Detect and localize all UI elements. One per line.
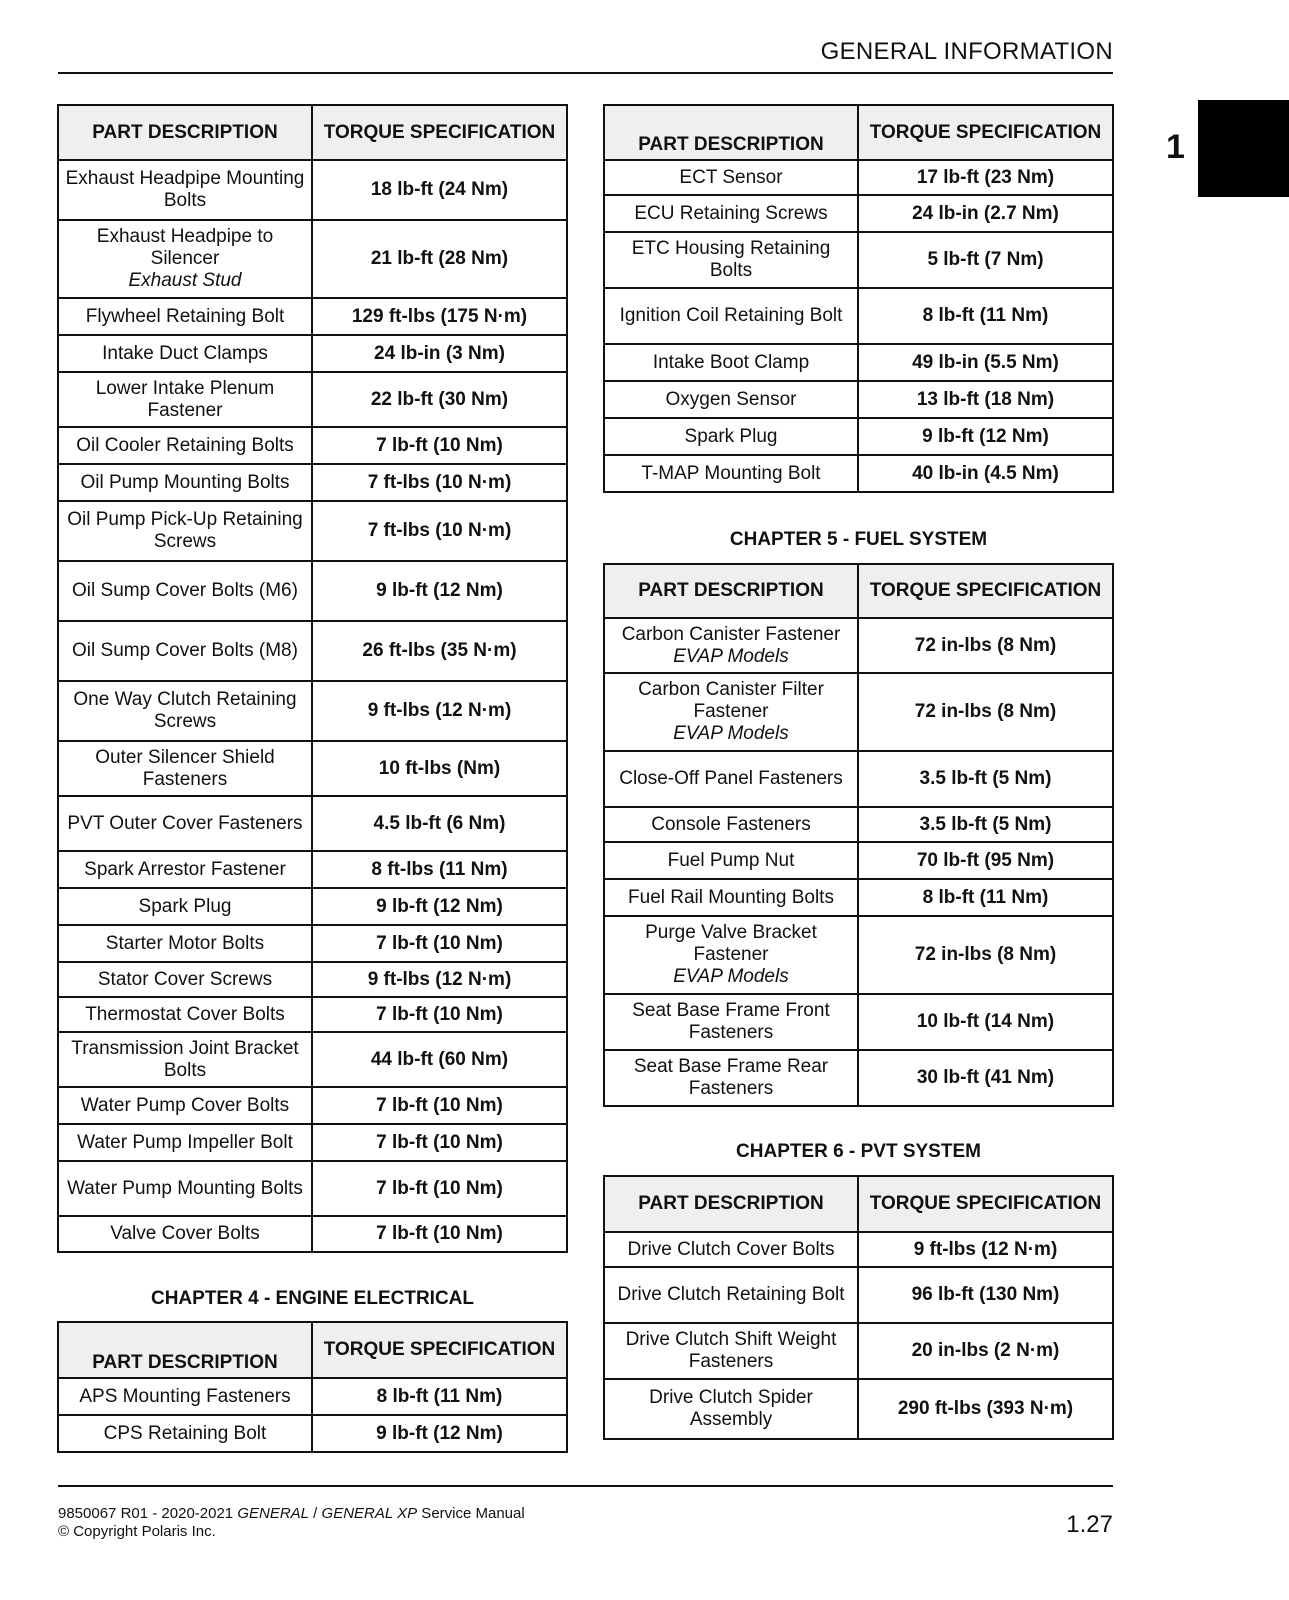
footer-model-general-xp: GENERAL XP [321, 1505, 418, 1522]
electrical-cont-torque-table [603, 104, 1114, 493]
torque-specification-cell: 7 lb-ft (10 Nm) [312, 427, 567, 464]
table-row [58, 1032, 567, 1087]
table-row [604, 344, 1113, 381]
part-description-cell [604, 1232, 858, 1267]
torque-specification-cell: 9 lb-ft (12 Nm) [312, 561, 567, 621]
header-divider [58, 72, 1113, 74]
torque-specification-cell: 7 lb-ft (10 Nm) [312, 1087, 567, 1124]
torque-specification-cell: 7 lb-ft (10 Nm) [312, 1124, 567, 1161]
part-description-cell [58, 681, 312, 741]
part-description-cell [58, 1087, 312, 1124]
part-description: Starter Motor Bolts [105, 932, 265, 954]
part-description: Oil Pump Mounting Bolts [80, 471, 290, 493]
torque-specification-cell: 290 ft-lbs (393 N·m) [858, 1379, 1113, 1439]
part-description: Thermostat Cover Bolts [85, 1003, 285, 1025]
part-description-cell [58, 335, 312, 372]
part-description-cell [604, 1050, 858, 1106]
torque-specification-cell: 18 lb-ft (24 Nm) [312, 160, 567, 220]
part-description-cell [604, 455, 858, 492]
torque-specification-cell: 21 lb-ft (28 Nm) [312, 220, 567, 298]
part-description-cell [604, 1267, 858, 1323]
chapter4-heading: CHAPTER 4 - ENGINE ELECTRICAL [150, 1288, 475, 1309]
part-description-cell [604, 916, 858, 994]
part-description: Water Pump Mounting Bolts [67, 1177, 303, 1199]
part-description: Drive Clutch Retaining Bolt [617, 1284, 845, 1305]
part-description: Exhaust Headpipe to Silencer [96, 226, 274, 269]
part-description-note: EVAP Models [673, 645, 789, 667]
part-description: Flywheel Retaining Bolt [85, 305, 285, 327]
part-description-cell [604, 344, 858, 381]
part-description-note: Exhaust Stud [128, 270, 242, 291]
torque-specification-cell: 129 ft-lbs (175 N·m) [312, 298, 567, 335]
part-description: ETC Housing Retaining Bolts [631, 238, 831, 281]
torque-specification-cell: 96 lb-ft (130 Nm) [858, 1267, 1113, 1323]
chapter4-torque-table [57, 1321, 568, 1453]
part-description: Carbon Canister Filter Fastener [638, 679, 824, 722]
part-description-cell [58, 851, 312, 888]
torque-specification-cell: 20 in-lbs (2 N·m) [858, 1323, 1113, 1379]
part-description-cell [58, 1161, 312, 1216]
part-description: Drive Clutch Spider Assembly [649, 1387, 813, 1430]
table-row [58, 997, 567, 1032]
part-description-cell [58, 501, 312, 561]
part-description-cell [58, 796, 312, 851]
part-description: Seat Base Frame Rear Fasteners [633, 1056, 829, 1099]
torque-specification-cell: 8 ft-lbs (11 Nm) [312, 851, 567, 888]
part-description-cell [604, 807, 858, 842]
part-description-cell [604, 1379, 858, 1439]
torque-specification-cell: 70 lb-ft (95 Nm) [858, 842, 1113, 879]
page-header-title: GENERAL INFORMATION [820, 38, 1113, 65]
table-row [58, 1087, 567, 1124]
table-row [58, 160, 567, 220]
part-description-cell [604, 751, 858, 807]
footer-doc-suffix: Service Manual [417, 1505, 525, 1522]
part-description-cell [604, 618, 858, 673]
part-description: CPS Retaining Bolt [103, 1422, 267, 1444]
page-number: 1.27 [1066, 1511, 1113, 1538]
part-description: Outer Silencer Shield Fasteners [95, 746, 275, 790]
part-description-cell [604, 994, 858, 1050]
table-row [604, 418, 1113, 455]
part-description-cell [604, 879, 858, 916]
part-description: Oil Pump Pick-Up Retaining Screws [67, 509, 303, 552]
torque-specification-cell: 24 lb-in (3 Nm) [312, 335, 567, 372]
torque-specification-cell: 7 ft-lbs (10 N·m) [312, 501, 567, 561]
table-row [58, 1124, 567, 1161]
part-description: Stator Cover Screws [97, 968, 273, 990]
part-description-cell [58, 741, 312, 796]
torque-specification-cell: 5 lb-ft (7 Nm) [858, 232, 1113, 288]
torque-specification-cell: 40 lb-in (4.5 Nm) [858, 455, 1113, 492]
footer-divider [58, 1485, 1113, 1487]
torque-specification-cell: 9 lb-ft (12 Nm) [312, 888, 567, 925]
table-row [604, 1323, 1113, 1379]
table-row [58, 1415, 567, 1452]
torque-specification-cell: 44 lb-ft (60 Nm) [312, 1032, 567, 1087]
part-description: Lower Intake Plenum Fastener [95, 377, 275, 421]
chapter-tab [1198, 100, 1289, 197]
part-description: Drive Clutch Cover Bolts [627, 1238, 835, 1260]
part-description-cell [58, 621, 312, 681]
table-row [604, 916, 1113, 994]
part-description: Drive Clutch Shift Weight Fasteners [625, 1329, 837, 1372]
part-description-cell [604, 160, 858, 195]
table-row [58, 220, 567, 298]
part-description-cell [58, 372, 312, 427]
part-description: Oil Cooler Retaining Bolts [76, 434, 294, 456]
footer-separator: / [309, 1505, 322, 1522]
part-description-cell [58, 962, 312, 997]
part-description-cell [58, 427, 312, 464]
column-header-torque: TORQUE SPECIFICATION [312, 1322, 567, 1378]
part-description-cell [604, 1323, 858, 1379]
torque-specification-cell: 7 lb-ft (10 Nm) [312, 925, 567, 962]
part-description: Transmission Joint Bracket Bolts [71, 1037, 299, 1081]
footer-document-info [58, 1505, 525, 1541]
column-header-part: PART DESCRIPTION [604, 564, 858, 618]
table-row [58, 796, 567, 851]
table-row [604, 1232, 1113, 1267]
part-description: T-MAP Mounting Bolt [641, 462, 821, 484]
torque-specification-cell: 9 lb-ft (12 Nm) [858, 418, 1113, 455]
part-description-cell [58, 997, 312, 1032]
torque-specification-cell: 9 lb-ft (12 Nm) [312, 1415, 567, 1452]
table-row [604, 673, 1113, 751]
footer-copyright: © Copyright Polaris Inc. [58, 1523, 216, 1540]
part-description-cell [604, 195, 858, 232]
torque-specification-cell: 72 in-lbs (8 Nm) [858, 673, 1113, 751]
part-description: Water Pump Impeller Bolt [77, 1131, 293, 1153]
part-description: Console Fasteners [651, 813, 811, 835]
table-row [604, 160, 1113, 195]
part-description-cell [58, 464, 312, 501]
part-description-cell [58, 1124, 312, 1161]
torque-specification-cell: 4.5 lb-ft (6 Nm) [312, 796, 567, 851]
part-description: Fuel Pump Nut [667, 849, 795, 871]
footer-doc-number: 9850067 R01 - 2020-2021 [58, 1505, 238, 1522]
part-description-cell [604, 418, 858, 455]
part-description: Seat Base Frame Front Fasteners [632, 1000, 830, 1043]
table-row [604, 618, 1113, 673]
torque-specification-cell: 49 lb-in (5.5 Nm) [858, 344, 1113, 381]
torque-specification-cell: 8 lb-ft (11 Nm) [312, 1378, 567, 1415]
table-row [604, 807, 1113, 842]
part-description: Oil Sump Cover Bolts (M8) [72, 640, 298, 661]
torque-specification-cell: 9 ft-lbs (12 N·m) [312, 681, 567, 741]
part-description-cell [58, 888, 312, 925]
column-header-part: PART DESCRIPTION [604, 1176, 858, 1232]
torque-specification-cell: 9 ft-lbs (12 N·m) [312, 962, 567, 997]
table-row [604, 232, 1113, 288]
torque-specification-cell: 8 lb-ft (11 Nm) [858, 288, 1113, 344]
part-description-cell [604, 232, 858, 288]
part-description: Exhaust Headpipe Mounting Bolts [65, 168, 305, 211]
table-row [58, 1161, 567, 1216]
chapter5-torque-table [603, 563, 1114, 1107]
part-description: Spark Plug [138, 895, 232, 917]
part-description: ECU Retaining Screws [634, 202, 828, 224]
table-row [604, 994, 1113, 1050]
table-row [58, 464, 567, 501]
torque-specification-cell: 3.5 lb-ft (5 Nm) [858, 751, 1113, 807]
torque-specification-cell: 10 ft-lbs (Nm) [312, 741, 567, 796]
part-description: Fuel Rail Mounting Bolts [628, 886, 834, 908]
engine-torque-table [57, 104, 568, 1253]
part-description-cell [604, 288, 858, 344]
part-description-cell [604, 381, 858, 418]
part-description: Valve Cover Bolts [110, 1223, 260, 1244]
table-row [58, 962, 567, 997]
part-description: Water Pump Cover Bolts [80, 1094, 290, 1116]
part-description-cell [58, 298, 312, 335]
torque-specification-cell: 24 lb-in (2.7 Nm) [858, 195, 1113, 232]
table-row [604, 195, 1113, 232]
column-header-torque: TORQUE SPECIFICATION [858, 1176, 1113, 1232]
table-row [58, 335, 567, 372]
part-description: Intake Duct Clamps [102, 342, 268, 364]
torque-specification-cell: 30 lb-ft (41 Nm) [858, 1050, 1113, 1106]
table-row [58, 1378, 567, 1415]
part-description: Carbon Canister Fastener [621, 623, 841, 645]
footer-model-general: GENERAL [237, 1505, 310, 1522]
torque-specification-cell: 8 lb-ft (11 Nm) [858, 879, 1113, 916]
table-row [604, 455, 1113, 492]
torque-specification-cell: 7 ft-lbs (10 N·m) [312, 464, 567, 501]
table-row [58, 741, 567, 796]
table-row [58, 888, 567, 925]
part-description-cell [58, 220, 312, 298]
table-row [58, 621, 567, 681]
part-description-cell [58, 1415, 312, 1452]
column-header-part: PART DESCRIPTION [58, 105, 312, 160]
table-row [604, 1267, 1113, 1323]
table-row [604, 381, 1113, 418]
part-description-cell [58, 1032, 312, 1087]
table-row [58, 925, 567, 962]
column-header-part: PART DESCRIPTION [58, 1322, 312, 1378]
table-row [604, 751, 1113, 807]
table-row [58, 372, 567, 427]
torque-specification-cell: 9 ft-lbs (12 N·m) [858, 1232, 1113, 1267]
part-description-note: EVAP Models [673, 723, 789, 744]
part-description-cell [58, 925, 312, 962]
torque-specification-cell: 22 lb-ft (30 Nm) [312, 372, 567, 427]
part-description-cell [58, 1216, 312, 1252]
torque-specification-cell: 72 in-lbs (8 Nm) [858, 618, 1113, 673]
part-description-cell [58, 561, 312, 621]
torque-specification-cell: 10 lb-ft (14 Nm) [858, 994, 1113, 1050]
column-header-torque: TORQUE SPECIFICATION [858, 564, 1113, 618]
table-row [58, 427, 567, 464]
part-description: ECT Sensor [679, 166, 783, 188]
part-description-cell [58, 1378, 312, 1415]
table-row [58, 681, 567, 741]
part-description: Purge Valve Bracket Fastener [645, 922, 817, 965]
torque-specification-cell: 17 lb-ft (23 Nm) [858, 160, 1113, 195]
part-description-cell [604, 673, 858, 751]
table-row [604, 1050, 1113, 1106]
part-description: APS Mounting Fasteners [79, 1385, 291, 1407]
torque-specification-cell: 3.5 lb-ft (5 Nm) [858, 807, 1113, 842]
footer-manual-title [58, 1505, 525, 1523]
table-row [58, 501, 567, 561]
part-description: Spark Plug [684, 425, 778, 447]
chapter6-heading: CHAPTER 6 - PVT SYSTEM [736, 1141, 981, 1162]
table-row [58, 561, 567, 621]
column-header-part: PART DESCRIPTION [604, 105, 858, 160]
table-row [58, 298, 567, 335]
torque-specification-cell: 72 in-lbs (8 Nm) [858, 916, 1113, 994]
torque-specification-cell: 26 ft-lbs (35 N·m) [312, 621, 567, 681]
torque-specification-cell: 7 lb-ft (10 Nm) [312, 1161, 567, 1216]
part-description-cell [58, 160, 312, 220]
part-description-note: EVAP Models [673, 966, 789, 987]
part-description: Oxygen Sensor [665, 388, 797, 410]
part-description-cell [604, 842, 858, 879]
column-header-torque: TORQUE SPECIFICATION [858, 105, 1113, 160]
table-row [604, 288, 1113, 344]
table-row [604, 842, 1113, 879]
table-row [604, 879, 1113, 916]
part-description: Oil Sump Cover Bolts (M6) [72, 580, 298, 601]
part-description: PVT Outer Cover Fasteners [67, 812, 303, 834]
chapter6-torque-table [603, 1175, 1114, 1440]
part-description: One Way Clutch Retaining Screws [73, 689, 297, 732]
chapter-tab-number: 1 [1166, 128, 1185, 166]
part-description: Spark Arrestor Fastener [84, 858, 286, 880]
part-description: Intake Boot Clamp [652, 351, 810, 373]
table-row [604, 1379, 1113, 1439]
table-row [58, 1216, 567, 1252]
chapter5-heading: CHAPTER 5 - FUEL SYSTEM [729, 529, 988, 550]
table-row [58, 851, 567, 888]
torque-specification-cell: 7 lb-ft (10 Nm) [312, 997, 567, 1032]
column-header-torque: TORQUE SPECIFICATION [312, 105, 567, 160]
torque-specification-cell: 13 lb-ft (18 Nm) [858, 381, 1113, 418]
part-description: Ignition Coil Retaining Bolt [619, 305, 843, 326]
part-description: Close-Off Panel Fasteners [619, 768, 843, 789]
torque-specification-cell: 7 lb-ft (10 Nm) [312, 1216, 567, 1252]
